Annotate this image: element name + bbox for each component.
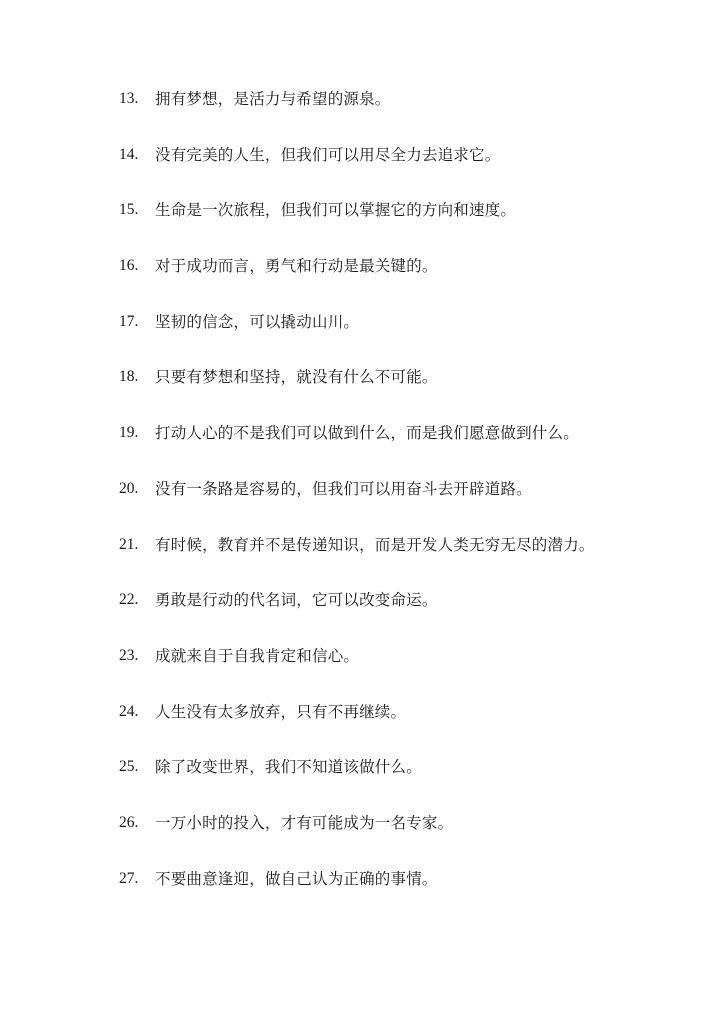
item-number: 27. [119,869,139,887]
item-text: 一万小时的投入，才有可能成为一名专家。 [155,813,454,832]
item-number: 20. [119,479,139,497]
item-text: 坚韧的信念，可以撬动山川。 [155,312,360,331]
list-item [119,252,699,308]
item-number: 15. [119,201,139,219]
list-item [119,475,699,531]
item-text: 对于成功而言，勇气和行动是最关键的。 [155,257,438,276]
list-item [119,531,699,587]
item-number: 24. [119,702,139,720]
item-number: 14. [119,145,139,163]
item-text: 有时候，教育并不是传递知识，而是开发人类无穷无尽的潜力。 [155,535,595,554]
item-number: 13. [119,90,139,107]
item-number: 26. [119,813,139,831]
item-number: 21. [119,535,139,553]
list-item [119,85,699,141]
item-number: 22. [119,591,139,609]
item-text: 不要曲意逢迎，做自己认为正确的事情。 [155,869,438,888]
item-text: 打动人心的不是我们可以做到什么，而是我们愿意做到什么。 [155,424,579,443]
list-item [119,865,699,921]
item-text: 拥有梦想，是活力与希望的源泉。 [155,90,391,108]
item-number: 19. [119,424,139,442]
item-text: 没有完美的人生，但我们可以用尽全力去追求它。 [155,145,501,164]
item-number: 18. [119,368,139,386]
item-text: 勇敢是行动的代名词，它可以改变命运。 [155,591,438,610]
quote-list [119,85,699,920]
list-item [119,586,699,642]
list-item [119,753,699,809]
item-number: 25. [119,758,139,776]
list-item [119,419,699,475]
item-text: 没有一条路是容易的，但我们可以用奋斗去开辟道路。 [155,479,532,498]
item-number: 17. [119,312,139,330]
item-text: 只要有梦想和坚持，就没有什么不可能。 [155,368,438,387]
item-number: 23. [119,646,139,664]
list-item [119,363,699,419]
item-number: 16. [119,257,139,275]
item-text: 成就来自于自我肯定和信心。 [155,646,360,665]
list-item [119,642,699,698]
list-item [119,308,699,364]
list-item [119,809,699,865]
list-item [119,141,699,197]
list-item [119,698,699,754]
item-text: 人生没有太多放弃，只有不再继续。 [155,702,407,721]
item-text: 生命是一次旅程，但我们可以掌握它的方向和速度。 [155,201,517,220]
item-text: 除了改变世界，我们不知道该做什么。 [155,758,422,777]
list-item [119,196,699,252]
